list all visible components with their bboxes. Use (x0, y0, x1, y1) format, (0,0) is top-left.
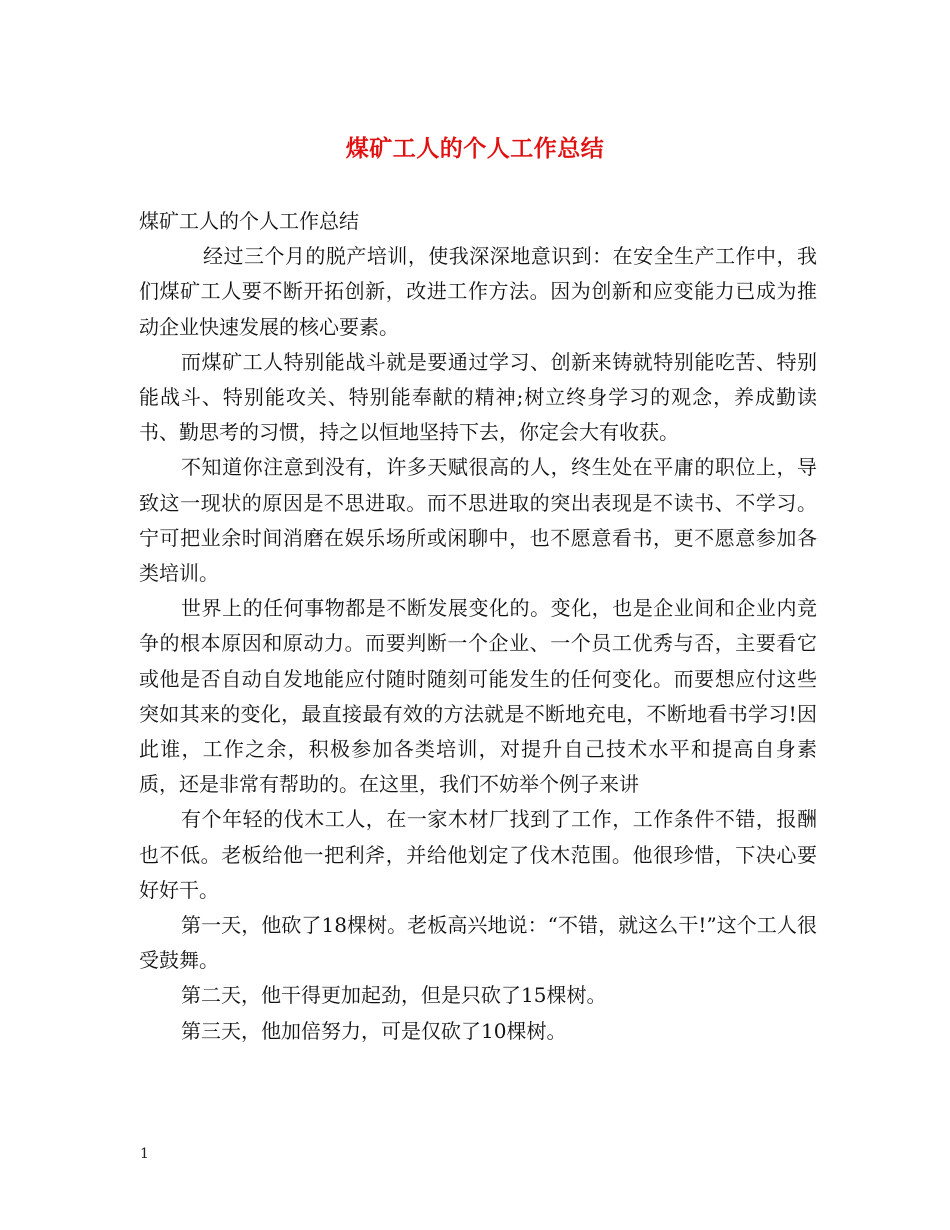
paragraph-6: 第一天，他砍了18棵树。老板高兴地说：“不错，就这么干!”这个工人很受鼓舞。 (139, 913, 817, 973)
paragraph-3: 不知道你注意到没有，许多天赋很高的人，终生处在平庸的职位上，导致这一现状的原因是不思进取。而不思进取的突出表现是不读书、不学习。宁可把业余时间消磨在娱乐场所或闲聊中，也不愿意看书，更不愿意参加各类培训。 (139, 455, 817, 586)
document-subtitle: 煤矿工人的个人工作总结 (139, 209, 359, 233)
paragraph-7: 第二天，他干得更加起劲，但是只砍了15棵树。 (181, 983, 607, 1008)
paragraph-1: 经过三个月的脱产培训，使我深深地意识到：在安全生产工作中，我们煤矿工人要不断开拓创新，改进工作方法。因为创新和应变能力已成为推动企业快速发展的核心要素。 (139, 244, 817, 339)
paragraph-8: 第三天，他加倍努力，可是仅砍了10棵树。 (181, 1018, 567, 1043)
paragraph-4: 世界上的任何事物都是不断发展变化的。变化，也是企业间和企业内竞争的根本原因和原动力。而要判断一个企业、一个员工优秀与否，主要看它或他是否自动自发地能应付随时随刻可能发生的任何变化。而要想应付这些突如其来的变化，最直接最有效的方法就是不断地充电，不断地看书学习!因此谁，工作之余，积极参加各类培训，对提升自己技术水平和提高自身素质，还是非常有帮助的。在这里，我们不妨举个例子来讲 (139, 596, 817, 797)
page-number: 1 (140, 1146, 149, 1162)
paragraph-2: 而煤矿工人特别能战斗就是要通过学习、创新来铸就特别能吃苦、特别能战斗、特别能攻关、特别能奉献的精神;树立终身学习的观念，养成勤读书、勤思考的习惯，持之以恒地坚持下去，你定会大有收获。 (139, 349, 817, 445)
document-title: 煤矿工人的个人工作总结 (345, 135, 605, 162)
document-body (139, 204, 817, 1049)
paragraph-5: 有个年轻的伐木工人，在一家木材厂找到了工作，工作条件不错，报酬也不低。老板给他一把利斧，并给他划定了伐木范围。他很珍惜，下决心要好好干。 (139, 807, 817, 902)
